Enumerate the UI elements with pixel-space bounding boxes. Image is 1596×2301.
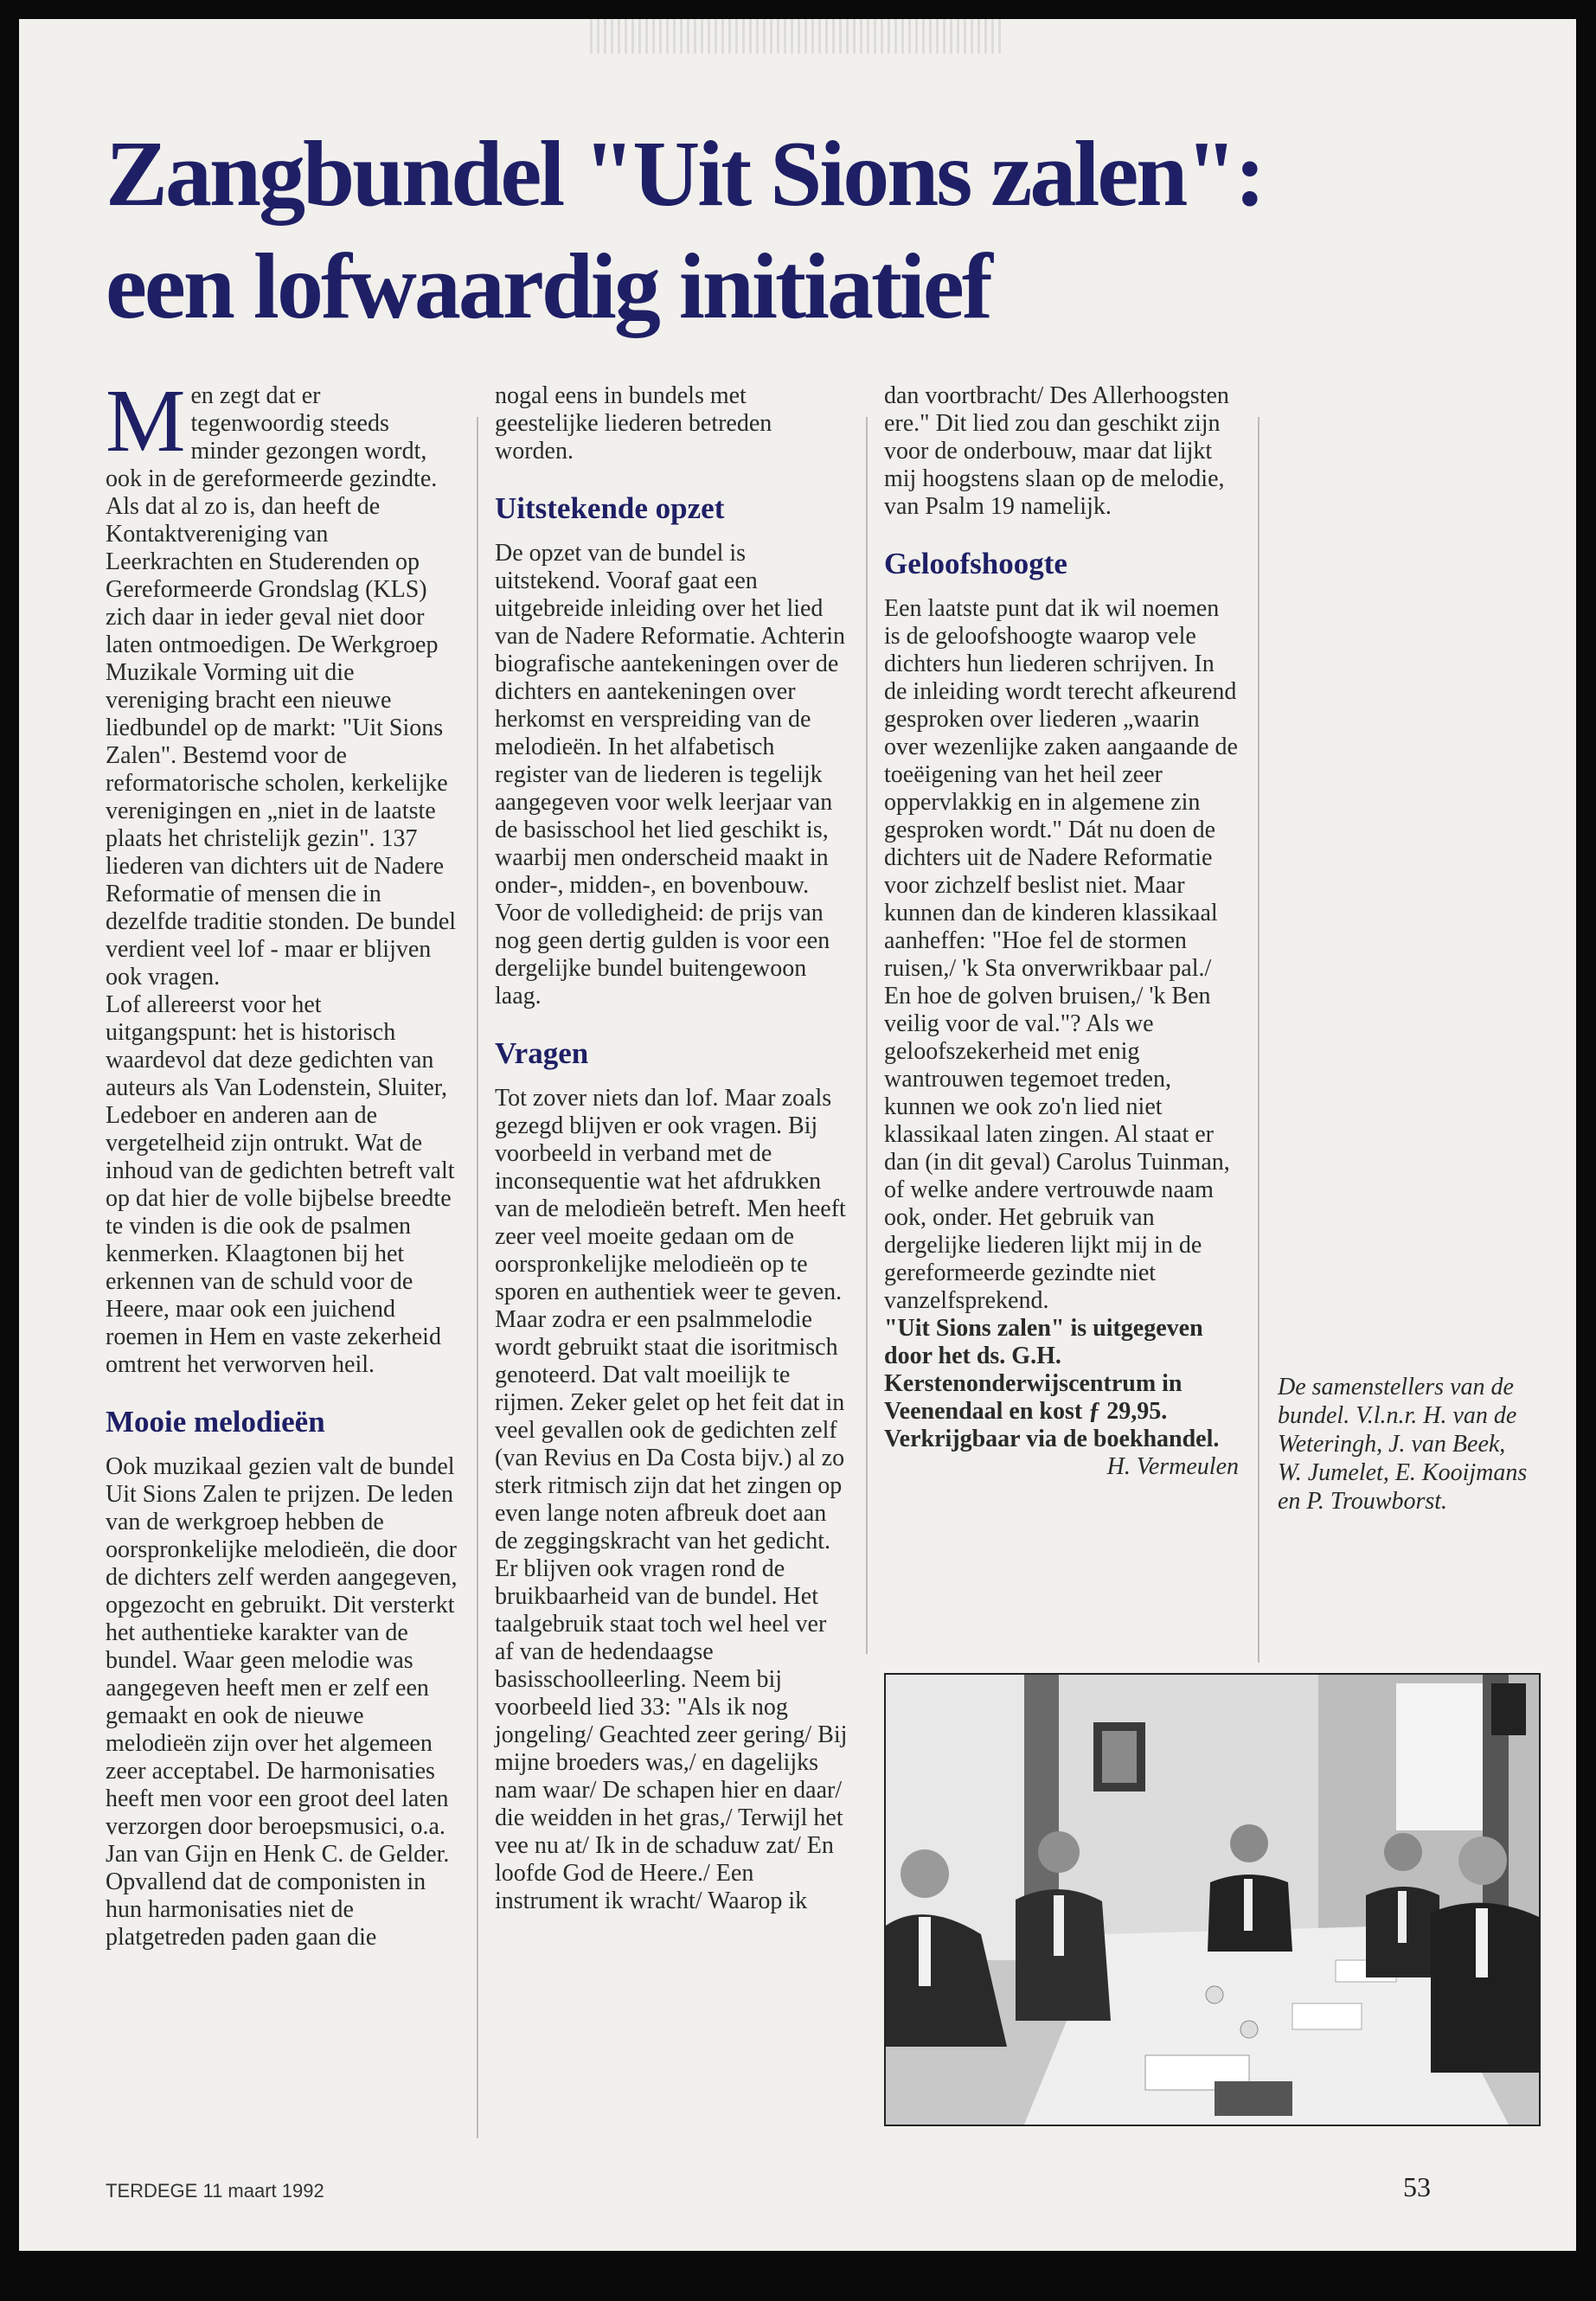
paragraph: dan voortbracht/ Des Allerhoogsten ere." Dit lied zou dan geschikt zijn voor de onderbouw, maar dat lijkt mij hoogstens slaan op de melodie, van Psalm 19 namelijk. — [884, 382, 1229, 520]
paragraph — [106, 371, 458, 991]
paragraph: Een laatste punt dat ik wil noemen is de geloofshoogte waarop vele dichters hun liederen schrijven. In de inleiding wordt terecht afkeurend gesproken over liederen „waarin over wezenlijke zaken aangaande de toeëigening van het heil zeer oppervlakkig en in algemene zin gesproken wordt." Dát nu doen de dichters uit de Nadere Reformatie voor zichzelf beslist niet. Maar kunnen dan de kinderen klassikaal aanheffen: "Hoe fel de stormen ruisen,/ 'k Sta onverwrikbaar pal./ En hoe de golven bruisen,/ 'k Ben veilig voor de val."? Als we geloofszekerheid met enig wantrouwen tegemoet treden, kunnen we ook zo'n lied niet klassikaal laten zingen. Al staat er dan (in dit geval) Carolus Tuinman, of welke andere vertrouwde naam ook, onder. Het gebruik van dergelijke liederen lijkt mij in de gereformeerde gezindte niet vanzelfsprekend. — [884, 595, 1238, 1314]
bleed-through-pattern — [590, 19, 1005, 54]
paragraph: Tot zover niets dan lof. Maar zoals gezegd blijven er ook vragen. Bij voorbeeld in verband met de inconsequentie wat het afdrukken van de melodieën betreft. Men heeft zeer veel moeite gedaan om de oorspronkelijke melodieën op te sporen en authentiek weer te geven. Maar zodra er een psalmmelodie wordt gebruikt staat die isoritmisch genoteerd. Dat valt moeilijk te rijmen. Zeker gelet op het feit dat in veel gevallen ook de gedichten zelf (van Revius en Da Costa bijv.) al zo sterk ritmisch zijn dat het zingen op even lange noten afbreuk doet aan de zeggingskracht van het gedicht. — [495, 1085, 846, 1554]
column-divider — [1258, 417, 1259, 1663]
paragraph: Ook muzikaal gezien valt de bundel Uit Sions Zalen te prijzen. De leden van de werkgroep hebben de oorspronkelijke melodieën, die door de dichters zelf werden aangegeven, opgezocht en gebruikt. Dit versterkt het authentieke karakter van de bundel. Waar geen melodie was aangegeven heeft men er zelf een gemaakt en ook de nieuwe melodieën zijn over het algemeen zeer acceptabel. De harmonisaties heeft men voor een groot deel laten verzorgen door beroepsmusici, o.a. Jan van Gijn en Henk C. de Gelder. Opvallend dat de componisten in hun harmonisaties niet de platgetreden paden gaan die — [106, 1453, 458, 1951]
magazine-page — [19, 19, 1576, 2251]
paragraph: Lof allereerst voor het uitgangspunt: het is historisch waardevol dat deze gedichten van auteurs als Van Lodenstein, Sluiter, Ledeboer en anderen aan de vergetelheid zijn ontrukt. Wat de inhoud van de gedichten betreft valt op dat hier de volle bijbelse breedte te vinden is die ook de psalmen kenmerken. Klaagtonen bij het erkennen van de schuld voor de Heere, maar ook een juichend roemen in Hem en vaste zekerheid omtrent het verworven heil. — [106, 991, 455, 1378]
title-line-1: Zangbundel "Uit Sions zalen": — [106, 123, 1264, 226]
column-1 — [106, 371, 458, 1952]
drop-cap: M — [106, 371, 186, 471]
paragraph: Er blijven ook vragen rond de bruikbaarheid van de bundel. Het taalgebruik staat toch wel heel ver af van de hedendaagse basisschoolleerling. Neem bij voorbeeld lied 33: "Als ik nog jongeling/ Geachted zeer gering/ Bij mijne broeders was,/ en dagelijks nam waar/ De schapen hier en daar/ die weidden in het gras,/ Terwijl het vee nu at/ Ik in de schaduw zat/ En loofde God de Heere./ Een instrument ik wracht/ Waarop ik — [495, 1555, 848, 1914]
group-photo-illustration — [886, 1675, 1539, 2125]
subheading: Mooie melodieën — [106, 1405, 325, 1439]
paragraph: De opzet van de bundel is uitstekend. Vooraf gaat een uitgebreide inleiding over het lied van de Nadere Reformatie. Achterin biografische aantekeningen over de dichters en aantekeningen over herkomst en verspreiding van de melodieën. In het alfabetisch register van de liederen is tegelijk aangegeven voor welk leerjaar van de basisschool het lied geschikt is, waarbij men onderscheid maakt in onder-, midden-, en bovenbouw. Voor de volledigheid: de prijs van nog geen dertig gulden is voor een dergelijke bundel buitengewoon laag. — [495, 540, 846, 1009]
column-divider — [866, 417, 868, 1654]
group-photo — [884, 1673, 1541, 2126]
column-2 — [495, 382, 849, 1915]
paragraph: nogal eens in bundels met geestelijke liederen betreden worden. — [495, 382, 772, 465]
publication-footer: TERDEGE 11 maart 1992 — [106, 2180, 324, 2202]
page-number: 53 — [1403, 2171, 1431, 2202]
paragraph-text: en zegt dat er tegenwoordig steeds minder gezongen wordt, ook in de gereformeerde gezindte. Als dat al zo is, dan heeft de Kontaktvereniging van Leerkrachten en Studerenden op Gereformeerde Grondslag (KLS) zich daar in ieder geval niet door laten ontmoedigen. De Werkgroep Muzikale Vorming uit die vereniging bracht een nieuwe liedbundel op de markt: "Uit Sions Zalen". Bestemd voor de reformatorische scholen, kerkelijke verenigingen en „niet in de laatste plaats het christelijk gezin". 137 liederen van dichters uit de Nadere Reformatie of mensen die in dezelfde traditie stonden. De bundel verdient veel lof - maar er blijven ook vragen. — [106, 382, 457, 990]
column-divider — [477, 417, 478, 2138]
subheading: Vragen — [495, 1036, 589, 1070]
author-signature: H. Vermeulen — [1106, 1453, 1239, 1480]
subheading: Geloofshoogte — [884, 547, 1067, 580]
title-line-2: een lofwaardig initiatief — [106, 235, 990, 338]
publication-info: "Uit Sions zalen" is uitgegeven door het ds. G.H. Kerstenonderwijscentrum in Veenendaal en kost ƒ 29,95. Verkrijgbaar via de boekhandel. — [884, 1315, 1220, 1452]
article-title — [106, 119, 1533, 343]
photo-caption: De samenstellers van de bundel. V.l.n.r. H. van de Weteringh, J. van Beek, W. Jumelet, E. Kooijmans en P. Trouwborst. — [1278, 1374, 1528, 1515]
subheading: Uitstekende opzet — [495, 491, 725, 525]
column-3 — [884, 382, 1239, 1481]
